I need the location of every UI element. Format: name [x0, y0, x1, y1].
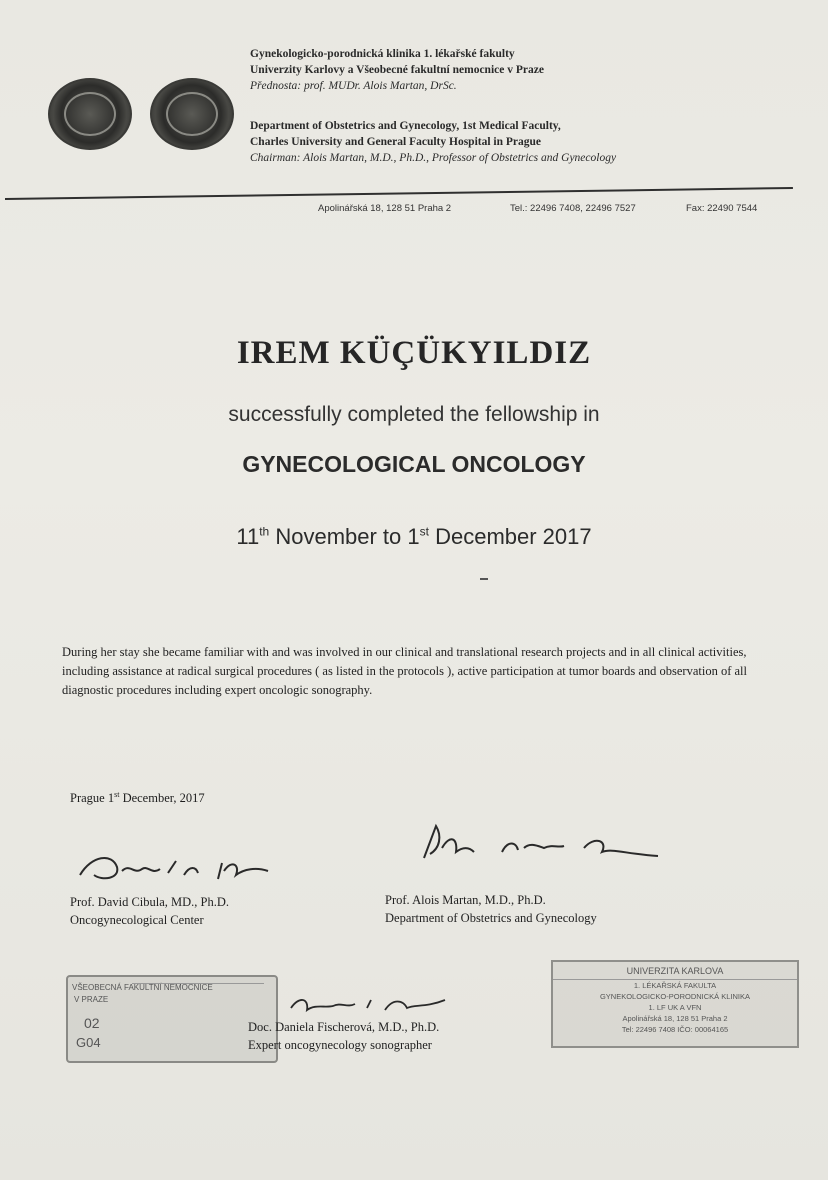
- header-czech-line-3: Přednosta: prof. MUDr. Alois Martan, DrSc.: [250, 80, 457, 92]
- signature-cibula-icon: [72, 845, 282, 890]
- signature-martan-icon: [412, 818, 672, 868]
- place-and-date: Prague 1st December, 2017: [70, 790, 205, 806]
- signatory-cibula-role: Oncogynecological Center: [70, 913, 204, 927]
- signatory-fischerova-name: Doc. Daniela Fischerová, M.D., Ph.D.: [248, 1020, 440, 1034]
- header-czech-line-2: Univerzity Karlovy a Všeobecné fakultní nemocnice v Praze: [250, 64, 544, 76]
- signatory-fischerova: [248, 1018, 439, 1054]
- hospital-stamp: VŠEOBECNÁ FAKULTNÍ NEMOCNICE V PRAZE 02 G04: [66, 975, 278, 1063]
- fellowship-field: GYNECOLOGICAL ONCOLOGY: [242, 451, 586, 477]
- signatory-martan-role: Department of Obstetrics and Gynecology: [385, 911, 597, 925]
- faculty-seal-icon: [150, 78, 234, 150]
- recipient-name: IREM KÜÇÜKYILDIZ: [236, 335, 592, 371]
- separator-dash: [480, 578, 488, 580]
- header-english-line-2: Charles University and General Faculty Hospital in Prague: [250, 136, 542, 148]
- header-english-line-1: Department of Obstetrics and Gynecology, 1st Medical Faculty,: [250, 120, 561, 132]
- signatory-martan: [385, 891, 597, 927]
- header-phone: Tel.: 22496 7408, 22496 7527: [510, 203, 636, 214]
- university-clinic-stamp: UNIVERZITA KARLOVA 1. LÉKAŘSKÁ FAKULTA GYNEKOLOGICKO-PORODNICKÁ KLINIKA 1. LF UK A VFN Apolinářská 18, 128 51 Praha 2 Tel: 22496 7408 IČO: 00064165: [551, 960, 799, 1048]
- header-czech-line-1: Gynekologicko-porodnická klinika 1. lékařské fakulty: [250, 48, 515, 60]
- header-fax: Fax: 22490 7544: [686, 203, 758, 214]
- signatory-fischerova-role: Expert oncogynecology sonographer: [248, 1038, 432, 1052]
- header-divider: [5, 187, 793, 200]
- header-english-line-3: Chairman: Alois Martan, M.D., Ph.D., Professor of Obstetrics and Gynecology: [250, 152, 617, 164]
- signatory-cibula-name: Prof. David Cibula, MD., Ph.D.: [70, 895, 230, 909]
- signature-fischerova-icon: [285, 990, 465, 1020]
- signatory-cibula: [70, 893, 229, 929]
- certificate-subtitle: successfully completed the fellowship in: [228, 403, 600, 426]
- university-seal-icon: [48, 78, 132, 150]
- description-paragraph: During her stay she became familiar with and was involved in our clinical and translational research projects and in all clinical activities, including assistance at radical surgical procedures ( as listed in the protocols ), active participation at tumor boards and observation of all diagnostic procedures including expert oncologic sonography.: [62, 645, 747, 697]
- fellowship-dates: 11th November to 1st December 2017: [236, 524, 592, 549]
- signatory-martan-name: Prof. Alois Martan, M.D., Ph.D.: [385, 893, 546, 907]
- header-address: Apolinářská 18, 128 51 Praha 2: [318, 203, 452, 214]
